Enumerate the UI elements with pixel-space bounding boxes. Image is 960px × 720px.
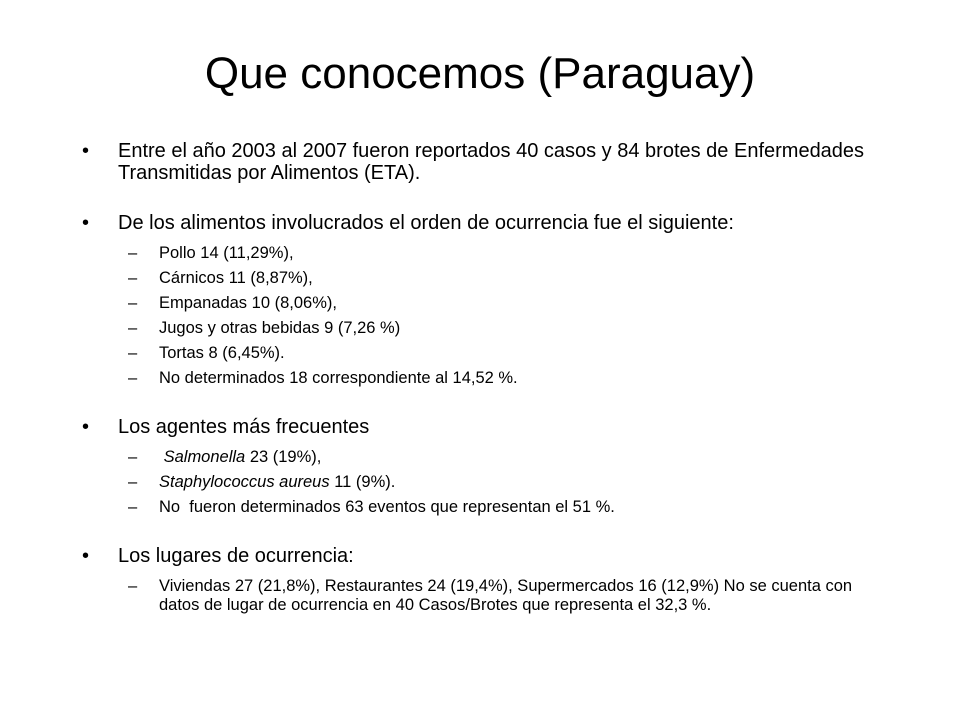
sub-item <box>80 473 880 492</box>
sub-item-text: Viviendas 27 (21,8%), Restaurantes 24 (19,4%), Supermercados 16 (12,9%) No se cuenta con datos de lugar de ocurrencia en 40 Casos/Brotes que representa el 32,3 %. <box>159 577 853 614</box>
sub-item <box>80 498 880 517</box>
dash-marker: – <box>128 294 138 312</box>
sub-item <box>80 319 880 338</box>
bullet-text: De los alimentos involucrados el orden de ocurrencia fue el siguiente: <box>118 212 734 234</box>
sub-item-text: Empanadas 10 (8,06%), <box>159 294 337 312</box>
dash-marker: – <box>128 269 138 287</box>
sub-item-text: Tortas 8 (6,45%). <box>159 344 285 362</box>
bullet-text: Entre el año 2003 al 2007 fueron reportados 40 casos y 84 brotes de Enfermedades Transmitidas por Alimentos (ETA). <box>118 140 865 184</box>
sub-item <box>80 369 880 388</box>
sub-item-text: 11 (9%). <box>329 473 396 491</box>
dash-marker: – <box>128 319 138 337</box>
bullet-marker: • <box>82 545 90 567</box>
organism-name: Staphylococcus aureus <box>159 473 330 491</box>
sub-item-text: Pollo 14 (11,29%), <box>159 244 294 262</box>
sub-item-text: Cárnicos 11 (8,87%), <box>159 269 313 287</box>
sub-item-text: No fueron determinados 63 eventos que representan el 51 %. <box>159 498 615 516</box>
dash-marker: – <box>128 577 138 595</box>
sub-item-text: 23 (19%), <box>245 448 322 466</box>
sub-item <box>80 294 880 313</box>
sub-item-text: No determinados 18 correspondiente al 14,52 %. <box>159 369 518 387</box>
sub-item-text: Jugos y otras bebidas 9 (7,26 %) <box>159 319 401 337</box>
dash-marker: – <box>128 448 138 466</box>
dash-marker: – <box>128 369 138 387</box>
dash-marker: – <box>128 498 138 516</box>
dash-marker: – <box>128 344 138 362</box>
bullet-text: Los lugares de ocurrencia: <box>118 545 354 567</box>
slide-content <box>80 140 880 615</box>
sub-item <box>80 448 880 467</box>
bullet-item <box>80 416 880 438</box>
sub-item <box>80 244 880 263</box>
bullet-item <box>80 212 880 234</box>
bullet-marker: • <box>82 140 90 162</box>
sub-item <box>80 269 880 288</box>
page-title: Que conocemos (Paraguay) <box>204 49 756 98</box>
bullet-marker: • <box>82 416 90 438</box>
bullet-item <box>80 545 880 567</box>
bullet-item <box>80 140 880 184</box>
sub-item <box>80 344 880 363</box>
bullet-text: Los agentes más frecuentes <box>118 416 370 438</box>
dash-marker: – <box>128 244 138 262</box>
bullet-marker: • <box>82 212 90 234</box>
organism-name: Salmonella <box>163 448 246 466</box>
sub-item <box>80 577 880 615</box>
dash-marker: – <box>128 473 138 491</box>
